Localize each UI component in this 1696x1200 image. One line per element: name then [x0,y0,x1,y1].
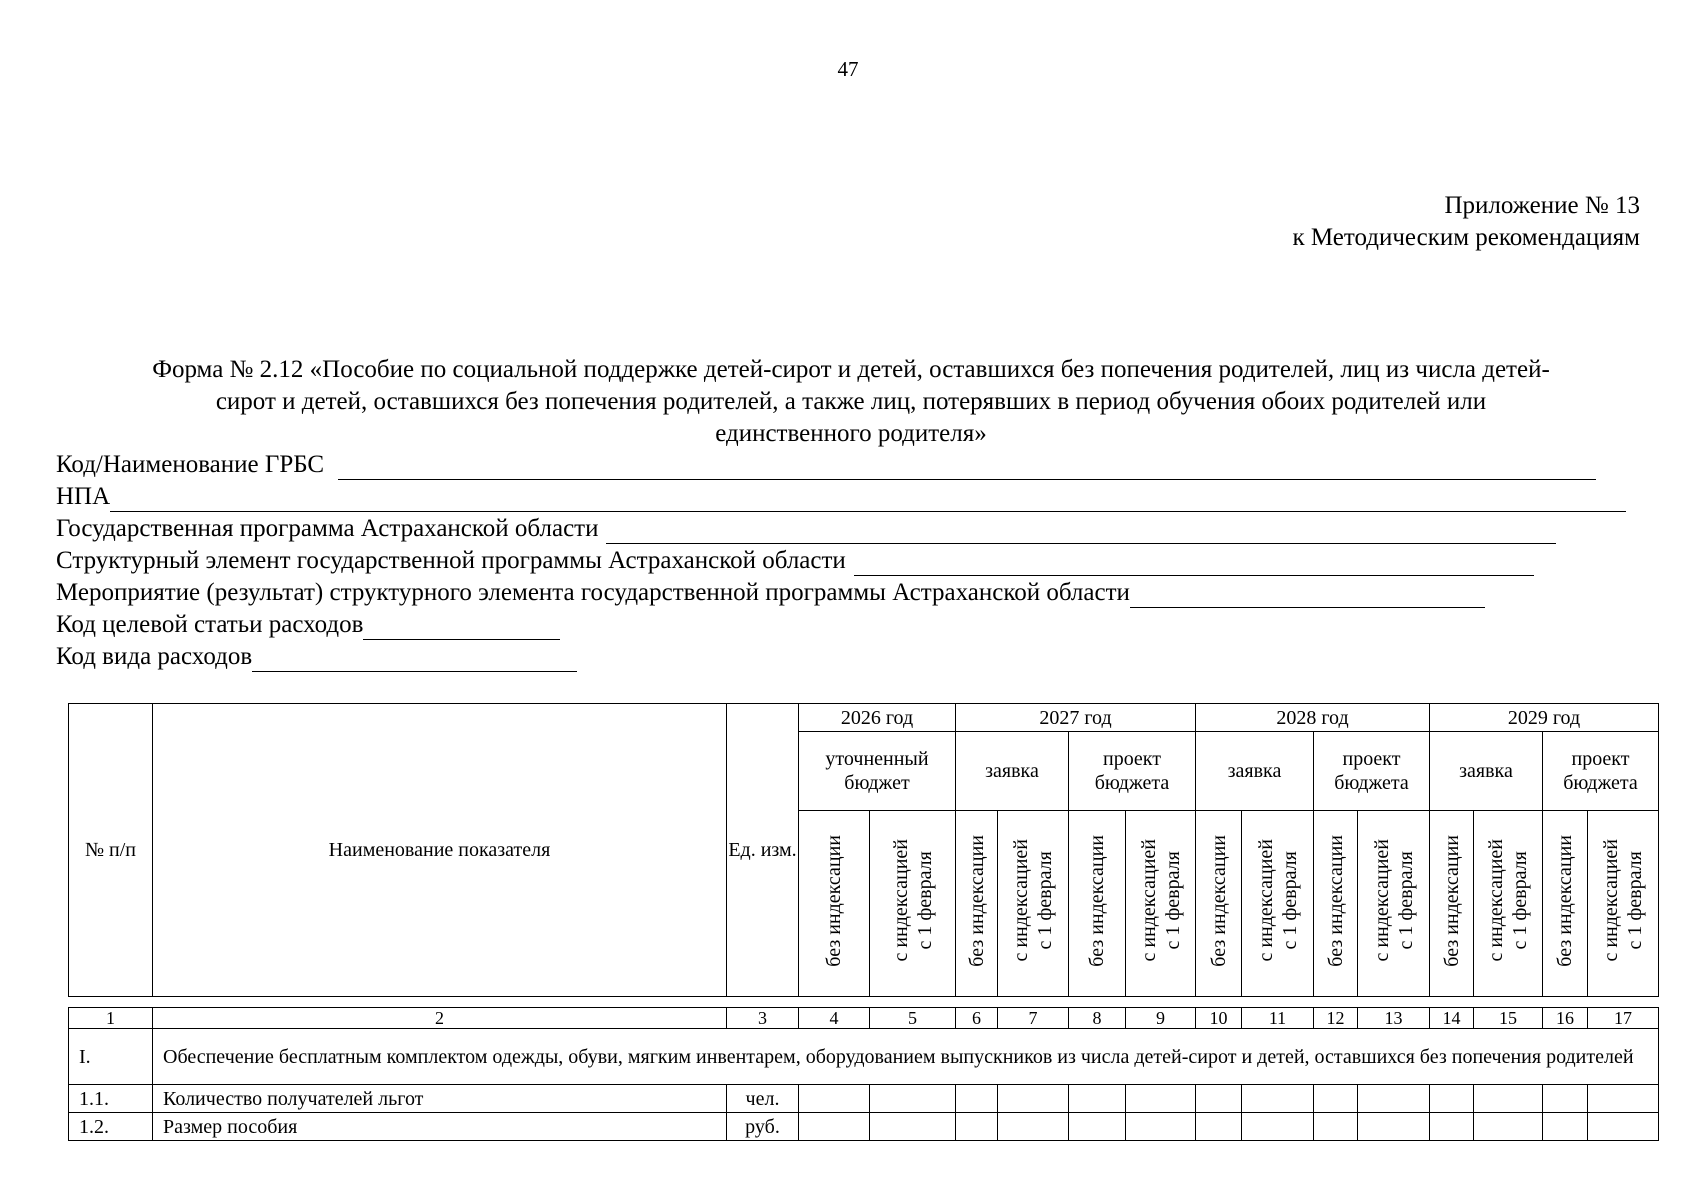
header-year-2029: 2029 год [1430,704,1659,732]
data-cell[interactable] [1196,1085,1242,1113]
field-expense-type-label: Код вида расходов [56,643,253,670]
field-program-label: Государственная программа Астраханской области [56,515,599,542]
data-cell[interactable] [1474,1113,1543,1141]
field-structural-line[interactable] [854,551,1534,576]
header-with-index-line-1: с индексацией [1370,839,1393,962]
field-target-code-line[interactable] [363,615,560,640]
header-with-index [1126,811,1196,997]
header-year-2027: 2027 год [956,704,1196,732]
data-cell[interactable] [998,1113,1069,1141]
header-without-index [956,811,998,997]
header-without-index-label: без индексации [823,834,845,967]
header-with-index-label [1484,839,1532,962]
header-refined-budget: уточненный бюджет [799,732,956,811]
header-request-2028: заявка [1196,732,1314,811]
appendix-line-2: к Методическим рекомендациям [1292,224,1640,251]
data-cell[interactable] [1242,1085,1314,1113]
data-cell[interactable] [1430,1113,1474,1141]
column-number: 2 [153,1008,727,1029]
row-name: Количество получателей льгот [153,1085,727,1113]
data-cell[interactable] [1543,1085,1588,1113]
data-cell[interactable] [1314,1085,1358,1113]
column-number: 5 [870,1008,956,1029]
column-number: 6 [956,1008,998,1029]
header-name: Наименование показателя [153,704,727,997]
data-cell[interactable] [1543,1113,1588,1141]
header-with-index-label [1137,839,1185,962]
header-draft-2027: проект бюджета [1069,732,1196,811]
header-with-index-line-2: с 1 февраля [1394,851,1417,950]
column-number: 1 [69,1008,153,1029]
header-with-index-label [1370,839,1418,962]
header-draft-2028: проект бюджета [1314,732,1430,811]
header-with-index-label [1009,839,1057,962]
column-number: 11 [1242,1008,1314,1029]
field-expense-type-line[interactable] [252,647,577,672]
data-cell[interactable] [1358,1085,1430,1113]
header-with-index [1474,811,1543,997]
data-cell[interactable] [1069,1085,1126,1113]
header-without-index-label: без индексации [1207,834,1230,967]
header-without-index-label: без индексации [1554,834,1576,967]
header-year-2028: 2028 год [1196,704,1430,732]
column-number: 14 [1430,1008,1474,1029]
field-event [56,578,1485,608]
row-unit: руб. [727,1113,799,1141]
column-number: 4 [799,1008,870,1029]
header-draft-2029: проект бюджета [1543,732,1659,811]
row-unit: чел. [727,1085,799,1113]
form-title [56,354,1646,450]
data-cell[interactable] [799,1113,870,1141]
data-cell[interactable] [956,1113,998,1141]
table-row [69,1113,1659,1141]
data-cell[interactable] [1314,1113,1358,1141]
field-npa-line[interactable] [110,487,1626,512]
header-with-index-line-1: с индексацией [1485,839,1507,962]
data-cell[interactable] [1474,1085,1543,1113]
field-npa-label: НПА [56,483,111,510]
field-expense-type [56,642,577,672]
header-without-index [1314,811,1358,997]
header-with-index-line-2: с 1 февраля [1034,851,1056,950]
column-number: 17 [1588,1008,1659,1029]
table-header [68,703,1659,997]
header-without-index [1430,811,1474,997]
form-title-line-2: сирот и детей, оставшихся без попечения родителей, а также лиц, потерявших в период обучения обоих родителей или [215,388,1487,415]
field-grbs [56,450,1596,480]
header-with-index-line-1: с индексацией [1600,839,1622,962]
header-without-index-label: без индексации [1324,834,1347,967]
header-with-index-line-1: с индексацией [1137,839,1160,962]
form-title-line-1: Форма № 2.12 «Пособие по социальной поддержке детей-сирот и детей, оставшихся без попечения родителей, лиц из числа детей- [152,356,1550,383]
column-number: 10 [1196,1008,1242,1029]
row-num: 1.2. [69,1113,153,1141]
header-with-index [998,811,1069,997]
header-with-index-line-1: с индексацией [1254,839,1277,962]
header-with-index-line-2: с 1 февраля [1509,851,1531,950]
field-structural [56,546,1534,576]
header-with-index-line-2: с 1 февраля [1624,851,1646,950]
data-cell[interactable] [1430,1085,1474,1113]
field-grbs-line[interactable] [338,455,1596,480]
header-without-index [1069,811,1126,997]
header-with-index-line-1: с индексацией [1010,839,1032,962]
header-with-index-line-2: с 1 февраля [913,851,936,950]
appendix-note [1292,190,1640,254]
field-npa [56,482,1626,512]
page-number: 47 [837,57,859,81]
row-name: Размер пособия [153,1113,727,1141]
table-row [69,1029,1659,1085]
column-number: 15 [1474,1008,1543,1029]
data-cell[interactable] [1588,1113,1659,1141]
field-structural-label: Структурный элемент государственной программы Астраханской области [56,547,846,574]
table-body [68,1007,1659,1141]
header-unit: Ед. изм. [727,704,799,997]
row-name: Обеспечение бесплатным комплектом одежды, обуви, мягким инвентарем, оборудованием выпускников из числа детей-сирот и детей, оставшихся без попечения родителей [153,1029,1659,1085]
header-without-index-label: без индексации [965,834,988,967]
field-event-line[interactable] [1130,583,1485,608]
field-grbs-label: Код/Наименование ГРБС [56,451,325,478]
data-cell[interactable] [956,1085,998,1113]
column-number: 9 [1126,1008,1196,1029]
header-with-index [1358,811,1430,997]
field-program [56,514,1556,544]
field-event-label: Мероприятие (результат) структурного элемента государственной программы Астраханской области [56,579,1130,606]
column-number: 13 [1358,1008,1430,1029]
data-cell[interactable] [1126,1113,1196,1141]
header-year-2026: 2026 год [799,704,956,732]
data-cell[interactable] [799,1085,870,1113]
header-with-index-line-1: с индексацией [889,839,912,962]
header-with-index [1588,811,1659,997]
header-without-index-label: без индексации [1440,834,1463,967]
header-with-index-line-2: с 1 февраля [1161,851,1184,950]
data-cell[interactable] [1069,1113,1126,1141]
column-number: 7 [998,1008,1069,1029]
data-cell[interactable] [1242,1113,1314,1141]
form-title-line-3: единственного родителя» [715,420,987,447]
row-num: 1.1. [69,1085,153,1113]
row-num: I. [69,1029,153,1085]
field-program-line[interactable] [606,519,1556,544]
header-with-index [1242,811,1314,997]
header-request-2029: заявка [1430,732,1543,811]
data-cell[interactable] [998,1085,1069,1113]
header-without-index [1543,811,1588,997]
table-row [69,1085,1659,1113]
column-number: 8 [1069,1008,1126,1029]
header-with-index-label [889,839,937,962]
column-number: 12 [1314,1008,1358,1029]
data-cell[interactable] [1588,1085,1659,1113]
header-with-index [870,811,956,997]
column-number: 16 [1543,1008,1588,1029]
header-without-index [1196,811,1242,997]
data-cell[interactable] [870,1113,956,1141]
data-cell[interactable] [1196,1113,1242,1141]
header-with-index-label [1254,839,1302,962]
field-target-code [56,610,560,640]
header-without-index [799,811,870,997]
data-cell[interactable] [870,1085,956,1113]
header-without-index-label: без индексации [1086,834,1108,967]
header-with-index-label [1599,839,1647,962]
header-request-2027: заявка [956,732,1069,811]
data-cell[interactable] [1126,1085,1196,1113]
data-cell[interactable] [1358,1113,1430,1141]
header-num: № п/п [69,704,153,997]
field-target-code-label: Код целевой статьи расходов [56,611,364,638]
column-number: 3 [727,1008,799,1029]
header-with-index-line-2: с 1 февраля [1278,851,1301,950]
appendix-line-1: Приложение № 13 [1444,192,1640,219]
